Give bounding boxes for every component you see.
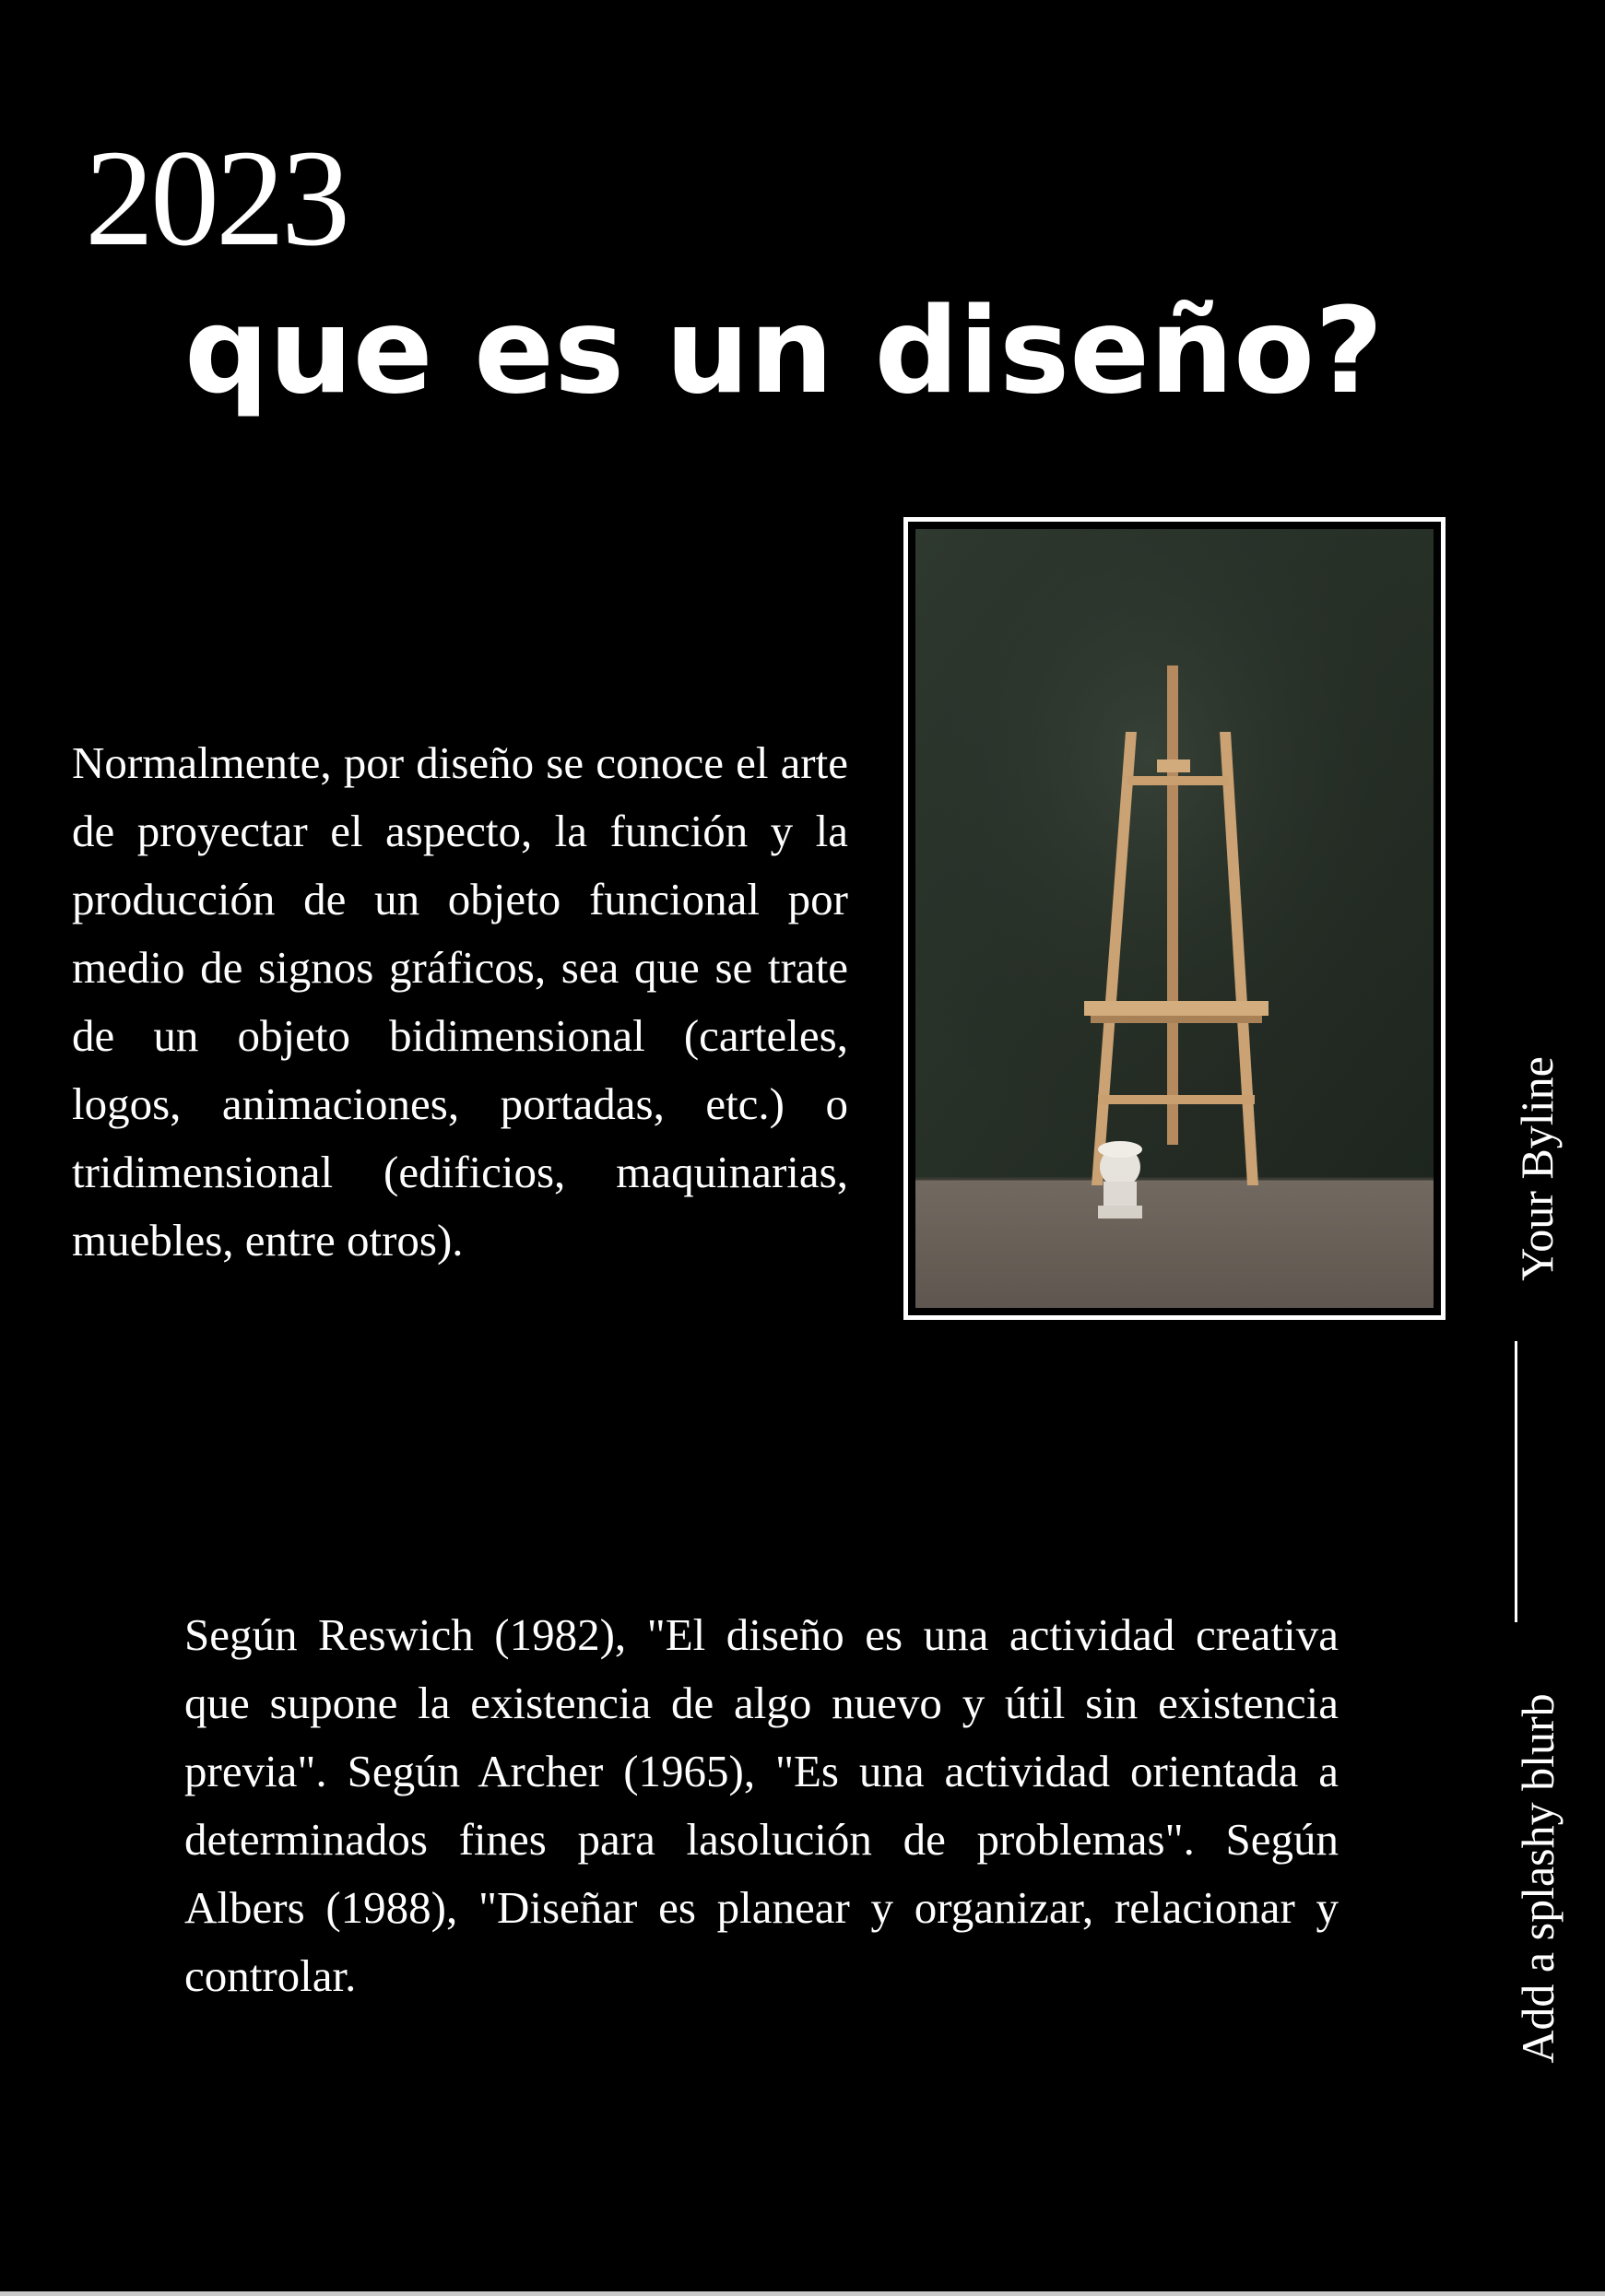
page-bottom-edge (0, 2291, 1605, 2296)
year-heading: 2023 (85, 122, 347, 275)
definitions-paragraph: Según Reswich (1982), "El diseño es una actividad creativa que supone la existencia de algo nuevo y útil sin existencia previa". Según Archer (1965), "Es una actividad orientada a determinados fines para lasolución de problemas". Según Albers (1988), "Diseñar es planear y organizar, relacionar y controlar. (184, 1609, 1339, 2001)
easel-photo-frame (903, 517, 1446, 1320)
easel-photo (915, 529, 1434, 1308)
byline: Your Byline (1511, 1056, 1563, 1281)
splashy-blurb: Add a splashy blurb (1512, 1693, 1564, 2064)
vertical-divider (1515, 1341, 1517, 1622)
page-title: que es un diseño? (184, 283, 1384, 420)
intro-paragraph: Normalmente, por diseño se conoce el arte de proyectar el aspecto, la función y la producción de un objeto funcional por medio de signos gráficos, sea que se trate de un objeto bidimensional (carteles, logos, animaciones, portadas, etc.) o tridimensional (edificios, maquinarias, muebles, entre otros). (72, 737, 848, 1266)
